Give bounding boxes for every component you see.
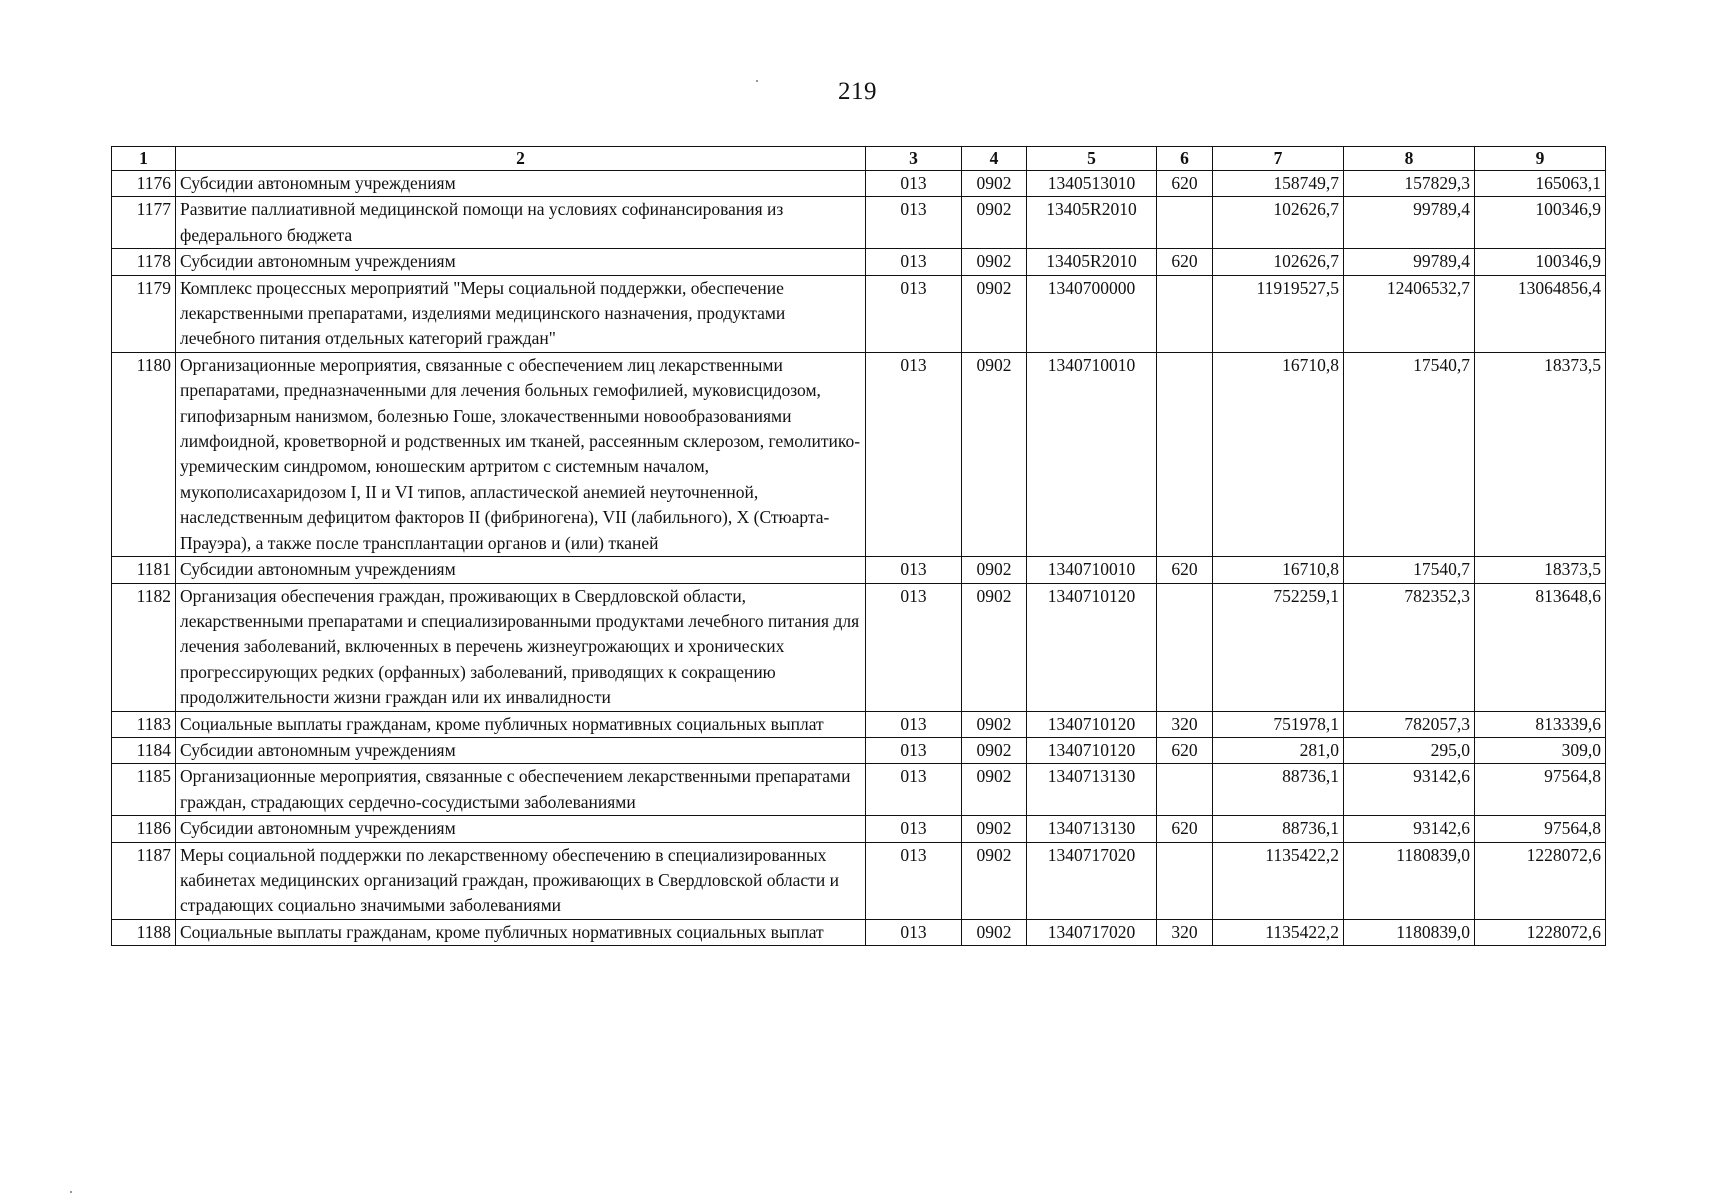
amount-col7-cell: 102626,7 [1213, 249, 1344, 275]
amount-col8-cell: 93142,6 [1344, 816, 1475, 842]
header-row [112, 147, 1606, 171]
amount-col9-cell: 1228072,6 [1475, 919, 1606, 945]
amount-col7-cell: 88736,1 [1213, 816, 1344, 842]
row-name-cell: Субсидии автономным учреждениям [176, 557, 866, 583]
amount-col8-cell: 157829,3 [1344, 171, 1475, 197]
table-body [112, 171, 1606, 946]
admin-code-cell: 013 [866, 275, 962, 352]
scan-speck [756, 80, 758, 82]
amount-col8-cell: 295,0 [1344, 737, 1475, 763]
table-row [112, 919, 1606, 945]
admin-code-cell: 013 [866, 249, 962, 275]
section-code-cell: 0902 [962, 842, 1027, 919]
section-code-cell: 0902 [962, 197, 1027, 249]
row-name-cell: Меры социальной поддержки по лекарственному обеспечению в специализированных кабинетах медицинских организаций граждан, проживающих в Свердловской области и страдающих социально значимыми заболеваниями [176, 842, 866, 919]
admin-code-cell: 013 [866, 919, 962, 945]
header-cell: 9 [1475, 147, 1606, 171]
table-row [112, 711, 1606, 737]
header-cell: 1 [112, 147, 176, 171]
table-row [112, 352, 1606, 556]
row-name-cell: Комплекс процессных мероприятий "Меры социальной поддержки, обеспечение лекарственными препаратами, изделиями медицинского назначения, продуктами лечебного питания отдельных категорий граждан" [176, 275, 866, 352]
expense-type-cell: 620 [1157, 249, 1213, 275]
section-code-cell: 0902 [962, 764, 1027, 816]
table-row [112, 583, 1606, 711]
table-row [112, 249, 1606, 275]
row-name-cell: Развитие паллиативной медицинской помощи на условиях софинансирования из федерального бюджета [176, 197, 866, 249]
row-number-cell: 1178 [112, 249, 176, 275]
admin-code-cell: 013 [866, 583, 962, 711]
amount-col7-cell: 751978,1 [1213, 711, 1344, 737]
amount-col9-cell: 1228072,6 [1475, 842, 1606, 919]
amount-col9-cell: 18373,5 [1475, 352, 1606, 556]
amount-col8-cell: 782057,3 [1344, 711, 1475, 737]
expense-type-cell [1157, 197, 1213, 249]
row-number-cell: 1181 [112, 557, 176, 583]
target-article-cell: 13405R2010 [1027, 197, 1157, 249]
header-cell: 2 [176, 147, 866, 171]
section-code-cell: 0902 [962, 711, 1027, 737]
expense-type-cell: 620 [1157, 816, 1213, 842]
amount-col8-cell: 1180839,0 [1344, 842, 1475, 919]
admin-code-cell: 013 [866, 352, 962, 556]
target-article-cell: 1340710010 [1027, 557, 1157, 583]
table-row [112, 275, 1606, 352]
section-code-cell: 0902 [962, 249, 1027, 275]
row-name-cell: Социальные выплаты гражданам, кроме публичных нормативных социальных выплат [176, 711, 866, 737]
row-number-cell: 1188 [112, 919, 176, 945]
section-code-cell: 0902 [962, 275, 1027, 352]
amount-col7-cell: 158749,7 [1213, 171, 1344, 197]
amount-col9-cell: 97564,8 [1475, 816, 1606, 842]
row-name-cell: Субсидии автономным учреждениям [176, 737, 866, 763]
section-code-cell: 0902 [962, 919, 1027, 945]
row-number-cell: 1185 [112, 764, 176, 816]
row-number-cell: 1182 [112, 583, 176, 711]
amount-col7-cell: 1135422,2 [1213, 919, 1344, 945]
table-row [112, 816, 1606, 842]
table-row [112, 197, 1606, 249]
target-article-cell: 1340710120 [1027, 737, 1157, 763]
admin-code-cell: 013 [866, 764, 962, 816]
expense-type-cell [1157, 583, 1213, 711]
amount-col7-cell: 11919527,5 [1213, 275, 1344, 352]
amount-col9-cell: 813648,6 [1475, 583, 1606, 711]
table-row [112, 842, 1606, 919]
amount-col9-cell: 97564,8 [1475, 764, 1606, 816]
amount-col9-cell: 100346,9 [1475, 249, 1606, 275]
row-number-cell: 1184 [112, 737, 176, 763]
header-cell: 5 [1027, 147, 1157, 171]
amount-col9-cell: 18373,5 [1475, 557, 1606, 583]
row-name-cell: Субсидии автономным учреждениям [176, 816, 866, 842]
expense-type-cell [1157, 275, 1213, 352]
table-row [112, 557, 1606, 583]
row-number-cell: 1179 [112, 275, 176, 352]
row-number-cell: 1183 [112, 711, 176, 737]
section-code-cell: 0902 [962, 816, 1027, 842]
target-article-cell: 1340717020 [1027, 842, 1157, 919]
expense-type-cell: 620 [1157, 737, 1213, 763]
amount-col8-cell: 782352,3 [1344, 583, 1475, 711]
table-row [112, 171, 1606, 197]
target-article-cell: 13405R2010 [1027, 249, 1157, 275]
target-article-cell: 1340710120 [1027, 711, 1157, 737]
target-article-cell: 1340710120 [1027, 583, 1157, 711]
section-code-cell: 0902 [962, 583, 1027, 711]
admin-code-cell: 013 [866, 557, 962, 583]
target-article-cell: 1340713130 [1027, 816, 1157, 842]
row-name-cell: Социальные выплаты гражданам, кроме публичных нормативных социальных выплат [176, 919, 866, 945]
admin-code-cell: 013 [866, 171, 962, 197]
amount-col8-cell: 12406532,7 [1344, 275, 1475, 352]
row-number-cell: 1177 [112, 197, 176, 249]
admin-code-cell: 013 [866, 816, 962, 842]
expense-type-cell: 320 [1157, 711, 1213, 737]
admin-code-cell: 013 [866, 197, 962, 249]
expense-type-cell [1157, 842, 1213, 919]
table-row [112, 764, 1606, 816]
amount-col8-cell: 17540,7 [1344, 352, 1475, 556]
amount-col9-cell: 13064856,4 [1475, 275, 1606, 352]
row-name-cell: Организация обеспечения граждан, проживающих в Свердловской области, лекарственными препаратами и специализированными продуктами лечебного питания для лечения заболеваний, включенных в перечень жизнеугрожающих и хронических прогрессирующих редких (орфанных) заболеваний, приводящих к сокращению продолжительности жизни граждан или их инвалидности [176, 583, 866, 711]
expense-type-cell [1157, 352, 1213, 556]
page-number: 219 [838, 78, 877, 105]
amount-col7-cell: 102626,7 [1213, 197, 1344, 249]
expense-type-cell: 620 [1157, 557, 1213, 583]
target-article-cell: 1340713130 [1027, 764, 1157, 816]
expense-type-cell: 320 [1157, 919, 1213, 945]
amount-col8-cell: 93142,6 [1344, 764, 1475, 816]
row-number-cell: 1187 [112, 842, 176, 919]
target-article-cell: 1340710010 [1027, 352, 1157, 556]
header-cell: 7 [1213, 147, 1344, 171]
row-name-cell: Организационные мероприятия, связанные с обеспечением лекарственными препаратами граждан, страдающих сердечно-сосудистыми заболеваниями [176, 764, 866, 816]
amount-col9-cell: 100346,9 [1475, 197, 1606, 249]
amount-col8-cell: 1180839,0 [1344, 919, 1475, 945]
admin-code-cell: 013 [866, 842, 962, 919]
header-cell: 3 [866, 147, 962, 171]
amount-col7-cell: 16710,8 [1213, 352, 1344, 556]
expense-type-cell [1157, 764, 1213, 816]
table-row [112, 737, 1606, 763]
amount-col7-cell: 752259,1 [1213, 583, 1344, 711]
amount-col7-cell: 88736,1 [1213, 764, 1344, 816]
header-cell: 4 [962, 147, 1027, 171]
row-name-cell: Субсидии автономным учреждениям [176, 249, 866, 275]
budget-table [111, 146, 1606, 946]
row-number-cell: 1176 [112, 171, 176, 197]
row-number-cell: 1186 [112, 816, 176, 842]
amount-col7-cell: 16710,8 [1213, 557, 1344, 583]
target-article-cell: 1340513010 [1027, 171, 1157, 197]
expense-type-cell: 620 [1157, 171, 1213, 197]
amount-col7-cell: 281,0 [1213, 737, 1344, 763]
amount-col8-cell: 17540,7 [1344, 557, 1475, 583]
amount-col9-cell: 813339,6 [1475, 711, 1606, 737]
admin-code-cell: 013 [866, 711, 962, 737]
section-code-cell: 0902 [962, 737, 1027, 763]
row-number-cell: 1180 [112, 352, 176, 556]
section-code-cell: 0902 [962, 557, 1027, 583]
target-article-cell: 1340700000 [1027, 275, 1157, 352]
amount-col8-cell: 99789,4 [1344, 249, 1475, 275]
amount-col7-cell: 1135422,2 [1213, 842, 1344, 919]
header-cell: 6 [1157, 147, 1213, 171]
scan-speck [70, 1191, 72, 1193]
row-name-cell: Субсидии автономным учреждениям [176, 171, 866, 197]
header-cell: 8 [1344, 147, 1475, 171]
target-article-cell: 1340717020 [1027, 919, 1157, 945]
admin-code-cell: 013 [866, 737, 962, 763]
section-code-cell: 0902 [962, 352, 1027, 556]
amount-col8-cell: 99789,4 [1344, 197, 1475, 249]
section-code-cell: 0902 [962, 171, 1027, 197]
row-name-cell: Организационные мероприятия, связанные с обеспечением лиц лекарственными препаратами, предназначенными для лечения больных гемофилией, муковисцидозом, гипофизарным нанизмом, болезнью Гоше, злокачественными новообразованиями лимфоидной, кроветворной и родственных им тканей, рассеянным склерозом, гемолитико-уремическим синдромом, юношеским артритом с системным началом, мукополисахаридозом I, II и VI типов, апластической анемией неуточненной, наследственным дефицитом факторов II (фибриногена), VII (лабильного), X (Стюарта-Прауэра), а также после трансплантации органов и (или) тканей [176, 352, 866, 556]
amount-col9-cell: 309,0 [1475, 737, 1606, 763]
amount-col9-cell: 165063,1 [1475, 171, 1606, 197]
